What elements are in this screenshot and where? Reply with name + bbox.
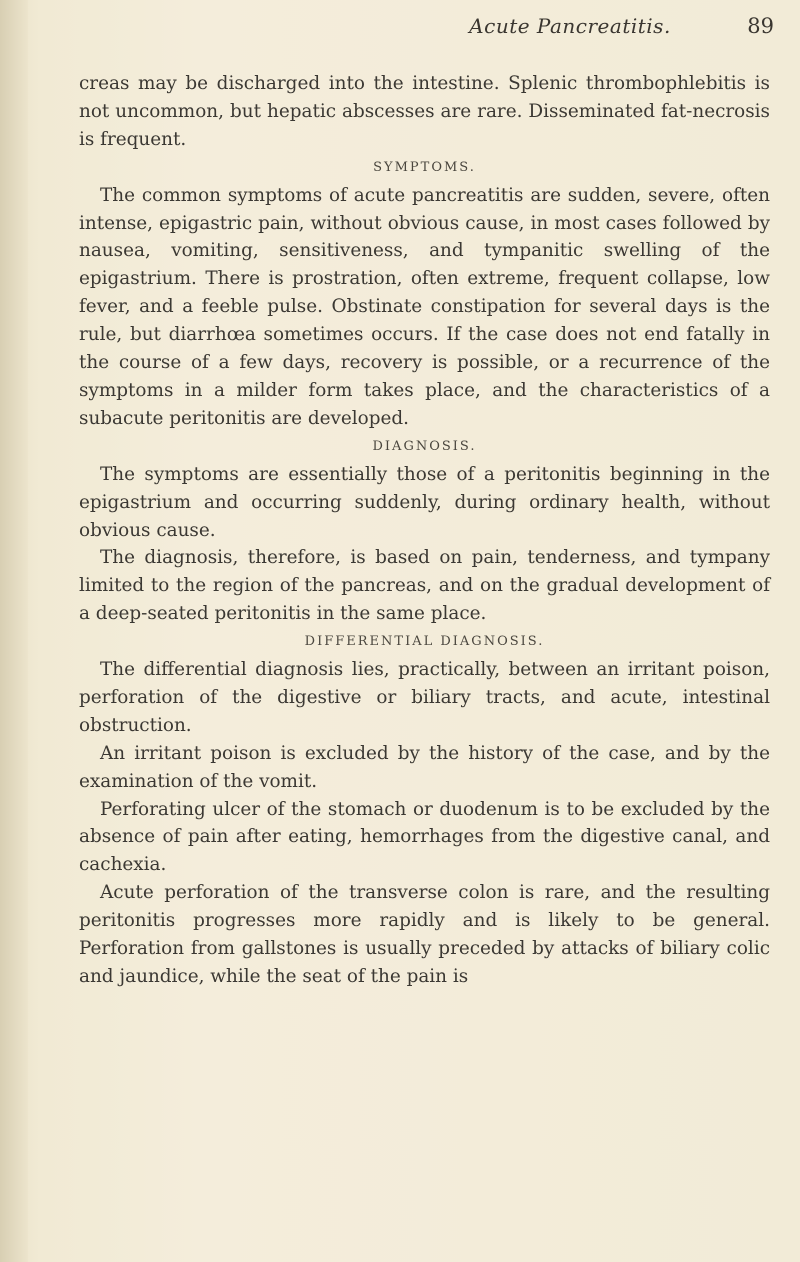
section-heading-differential-diagnosis: DIFFERENTIAL DIAGNOSIS. [304, 634, 545, 650]
paragraph-differential-1: The differential diagnosis lies, practically, between an irritant poison, perforation of the digestive or biliary tracts, and acute, intestinal obstruction. [79, 659, 770, 736]
page-number: 89 [747, 14, 774, 38]
section-heading-symptoms: SYMPTOMS. [373, 159, 476, 175]
section-heading-diagnosis: DIAGNOSIS. [372, 438, 477, 454]
paragraph-symptoms: The common symptoms of acute pancreatitis are sudden, severe, often intense, epigastric pain, without obvious cause, in most cases followed by nausea, vomiting, sensitiveness, and tympanitic swelling of the epigastrium. There is prostration, often extreme, frequent collapse, low fever, and a feeble pulse. Obstinate constipation for several days is the rule, but diarrhœa sometimes occurs. If the case does not end fatally in the course of a few days, recovery is possible, or a recurrence of the symptoms in a milder form takes place, and the characteristics of a subacute peritonitis are developed. [79, 184, 770, 429]
paragraph-differential-2: An irritant poison is excluded by the history of the case, and by the examination of the vomit. [79, 742, 770, 792]
paragraph-diagnosis-1: The symptoms are essentially those of a peritonitis beginning in the epigastrium and occurring suddenly, during ordinary health, without obvious cause. [79, 463, 770, 541]
page-header [0, 14, 800, 54]
paragraph-diagnosis-2: The diagnosis, therefore, is based on pain, tenderness, and tympany limited to the region of the pancreas, and on the gradual development of a deep-seated peritonitis in the same place. [79, 547, 770, 625]
paragraph-differential-4: Acute perforation of the transverse colon is rare, and the resulting peritonitis progresses more rapidly and is likely to be general. Perforation from gallstones is usually preceded by attacks of biliary colic and jaundice, while the seat of the pain is [79, 882, 770, 987]
paragraph-intro: creas may be discharged into the intestine. Splenic thrombophlebitis is not uncommon, but hepatic abscesses are rare. Disseminated fat-necrosis is frequent. [79, 73, 770, 150]
body-text [79, 70, 770, 991]
running-title: Acute Pancreatitis. [469, 14, 671, 38]
paragraph-differential-3: Perforating ulcer of the stomach or duodenum is to be excluded by the absence of pain after eating, hemorrhages from the digestive canal, and cachexia. [79, 798, 770, 876]
page-gutter-shadow [0, 0, 28, 1262]
